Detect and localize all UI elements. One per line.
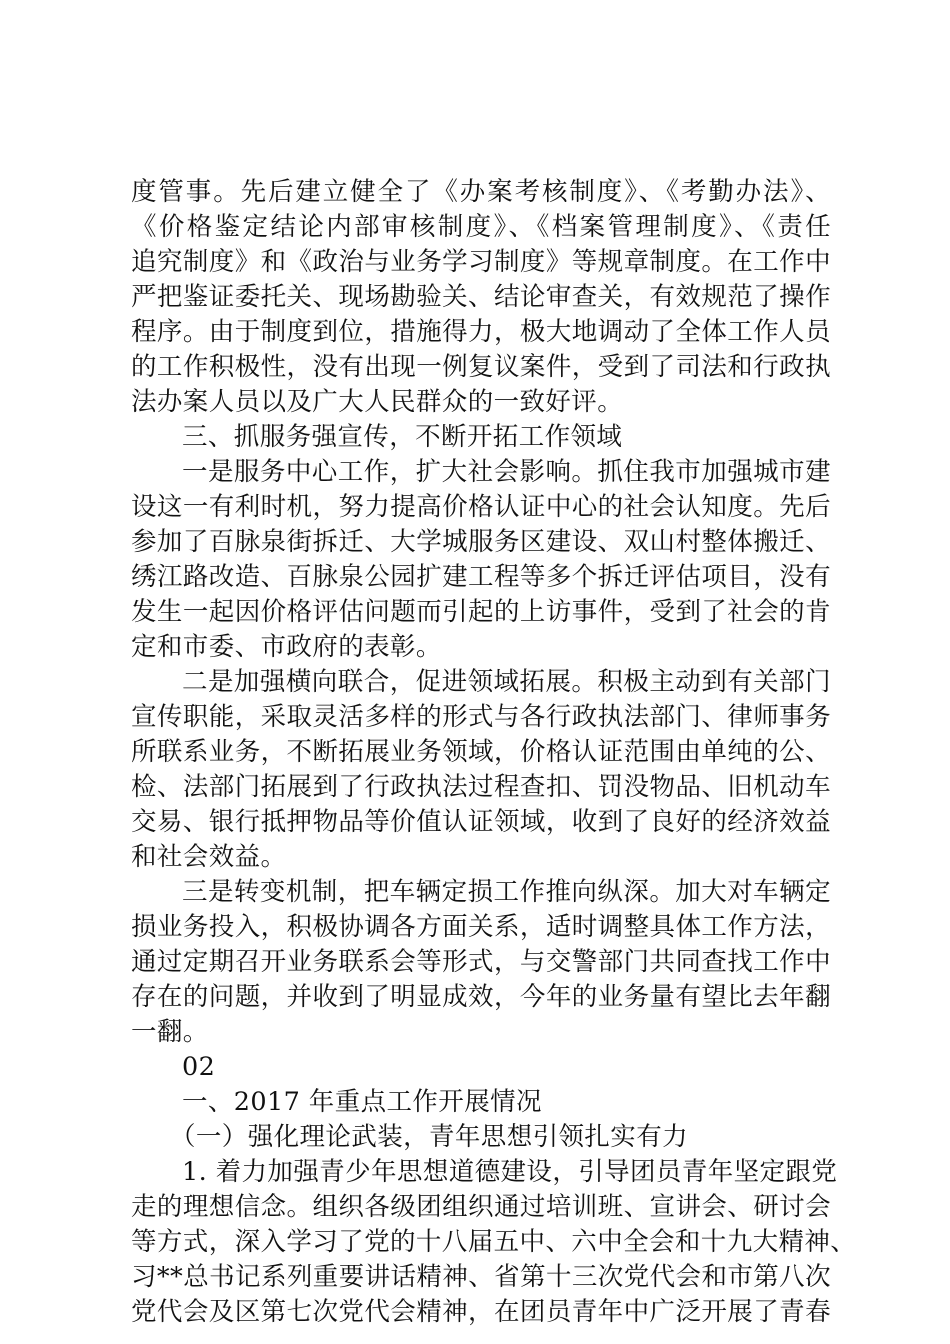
text-line: 《价格鉴定结论内部审核制度》、《档案管理制度》、《责任	[131, 212, 831, 242]
paragraph-first-line: 二是加强横向联合，促进领域拓展。积极主动到有关部门	[182, 667, 831, 697]
text-line: 度管事。先后建立健全了《办案考核制度》、《考勤办法》、	[131, 177, 831, 207]
text-line: 等方式，深入学习了党的十八届五中、六中全会和十九大精神、	[131, 1227, 857, 1257]
text-line: 参加了百脉泉街拆迁、大学城服务区建设、双山村整体搬迁、	[131, 527, 831, 557]
text-line: 设这一有利时机，努力提高价格认证中心的社会认知度。先后	[131, 492, 831, 522]
text-line: 通过定期召开业务联系会等形式，与交警部门共同查找工作中	[131, 947, 831, 977]
paragraph-first-line: 1. 着力加强青少年思想道德建设，引导团员青年坚定跟党	[182, 1157, 838, 1187]
text-line: 所联系业务，不断拓展业务领域，价格认证范围由单纯的公、	[131, 737, 831, 767]
section-heading: 三、抓服务强宣传，不断开拓工作领域	[182, 422, 623, 452]
text-line: 检、法部门拓展到了行政执法过程查扣、罚没物品、旧机动车	[131, 772, 831, 802]
text-line: 的工作积极性，没有出现一例复议案件，受到了司法和行政执	[131, 352, 831, 382]
text-line: 发生一起因价格评估问题而引起的上访事件，受到了社会的肯	[131, 597, 831, 627]
text-line: 严把鉴证委托关、现场勘验关、结论审查关，有效规范了操作	[131, 282, 831, 312]
text-line: 一翻。	[131, 1017, 209, 1047]
section-number: 02	[182, 1052, 216, 1082]
subsection-heading: （一）强化理论武装，青年思想引领扎实有力	[170, 1122, 689, 1152]
text-line: 走的理想信念。组织各级团组织通过培训班、宣讲会、研讨会	[131, 1192, 831, 1222]
text-line: 存在的问题，并收到了明显成效，今年的业务量有望比去年翻	[131, 982, 831, 1012]
text-line: 定和市委、市政府的表彰。	[131, 632, 442, 662]
text-line: 交易、银行抵押物品等价值认证领域，收到了良好的经济效益	[131, 807, 831, 837]
text-line: 追究制度》和《政治与业务学习制度》等规章制度。在工作中	[131, 247, 831, 277]
text-line: 和社会效益。	[131, 842, 287, 872]
text-line: 损业务投入，积极协调各方面关系，适时调整具体工作方法，	[131, 912, 831, 942]
text-line: 习**总书记系列重要讲话精神、省第十三次党代会和市第八次	[131, 1262, 831, 1292]
text-line: 党代会及区第七次党代会精神，在团员青年中广泛开展了青春	[131, 1297, 831, 1327]
text-line: 程序。由于制度到位，措施得力，极大地调动了全体工作人员	[131, 317, 831, 347]
paragraph-first-line: 三是转变机制，把车辆定损工作推向纵深。加大对车辆定	[182, 877, 831, 907]
text-line: 法办案人员以及广大人民群众的一致好评。	[131, 387, 624, 417]
section-heading: 一、2017 年重点工作开展情况	[182, 1087, 542, 1117]
text-line: 宣传职能，采取灵活多样的形式与各行政执法部门、律师事务	[131, 702, 831, 732]
paragraph-first-line: 一是服务中心工作，扩大社会影响。抓住我市加强城市建	[182, 457, 831, 487]
text-line: 绣江路改造、百脉泉公园扩建工程等多个拆迁评估项目，没有	[131, 562, 831, 592]
